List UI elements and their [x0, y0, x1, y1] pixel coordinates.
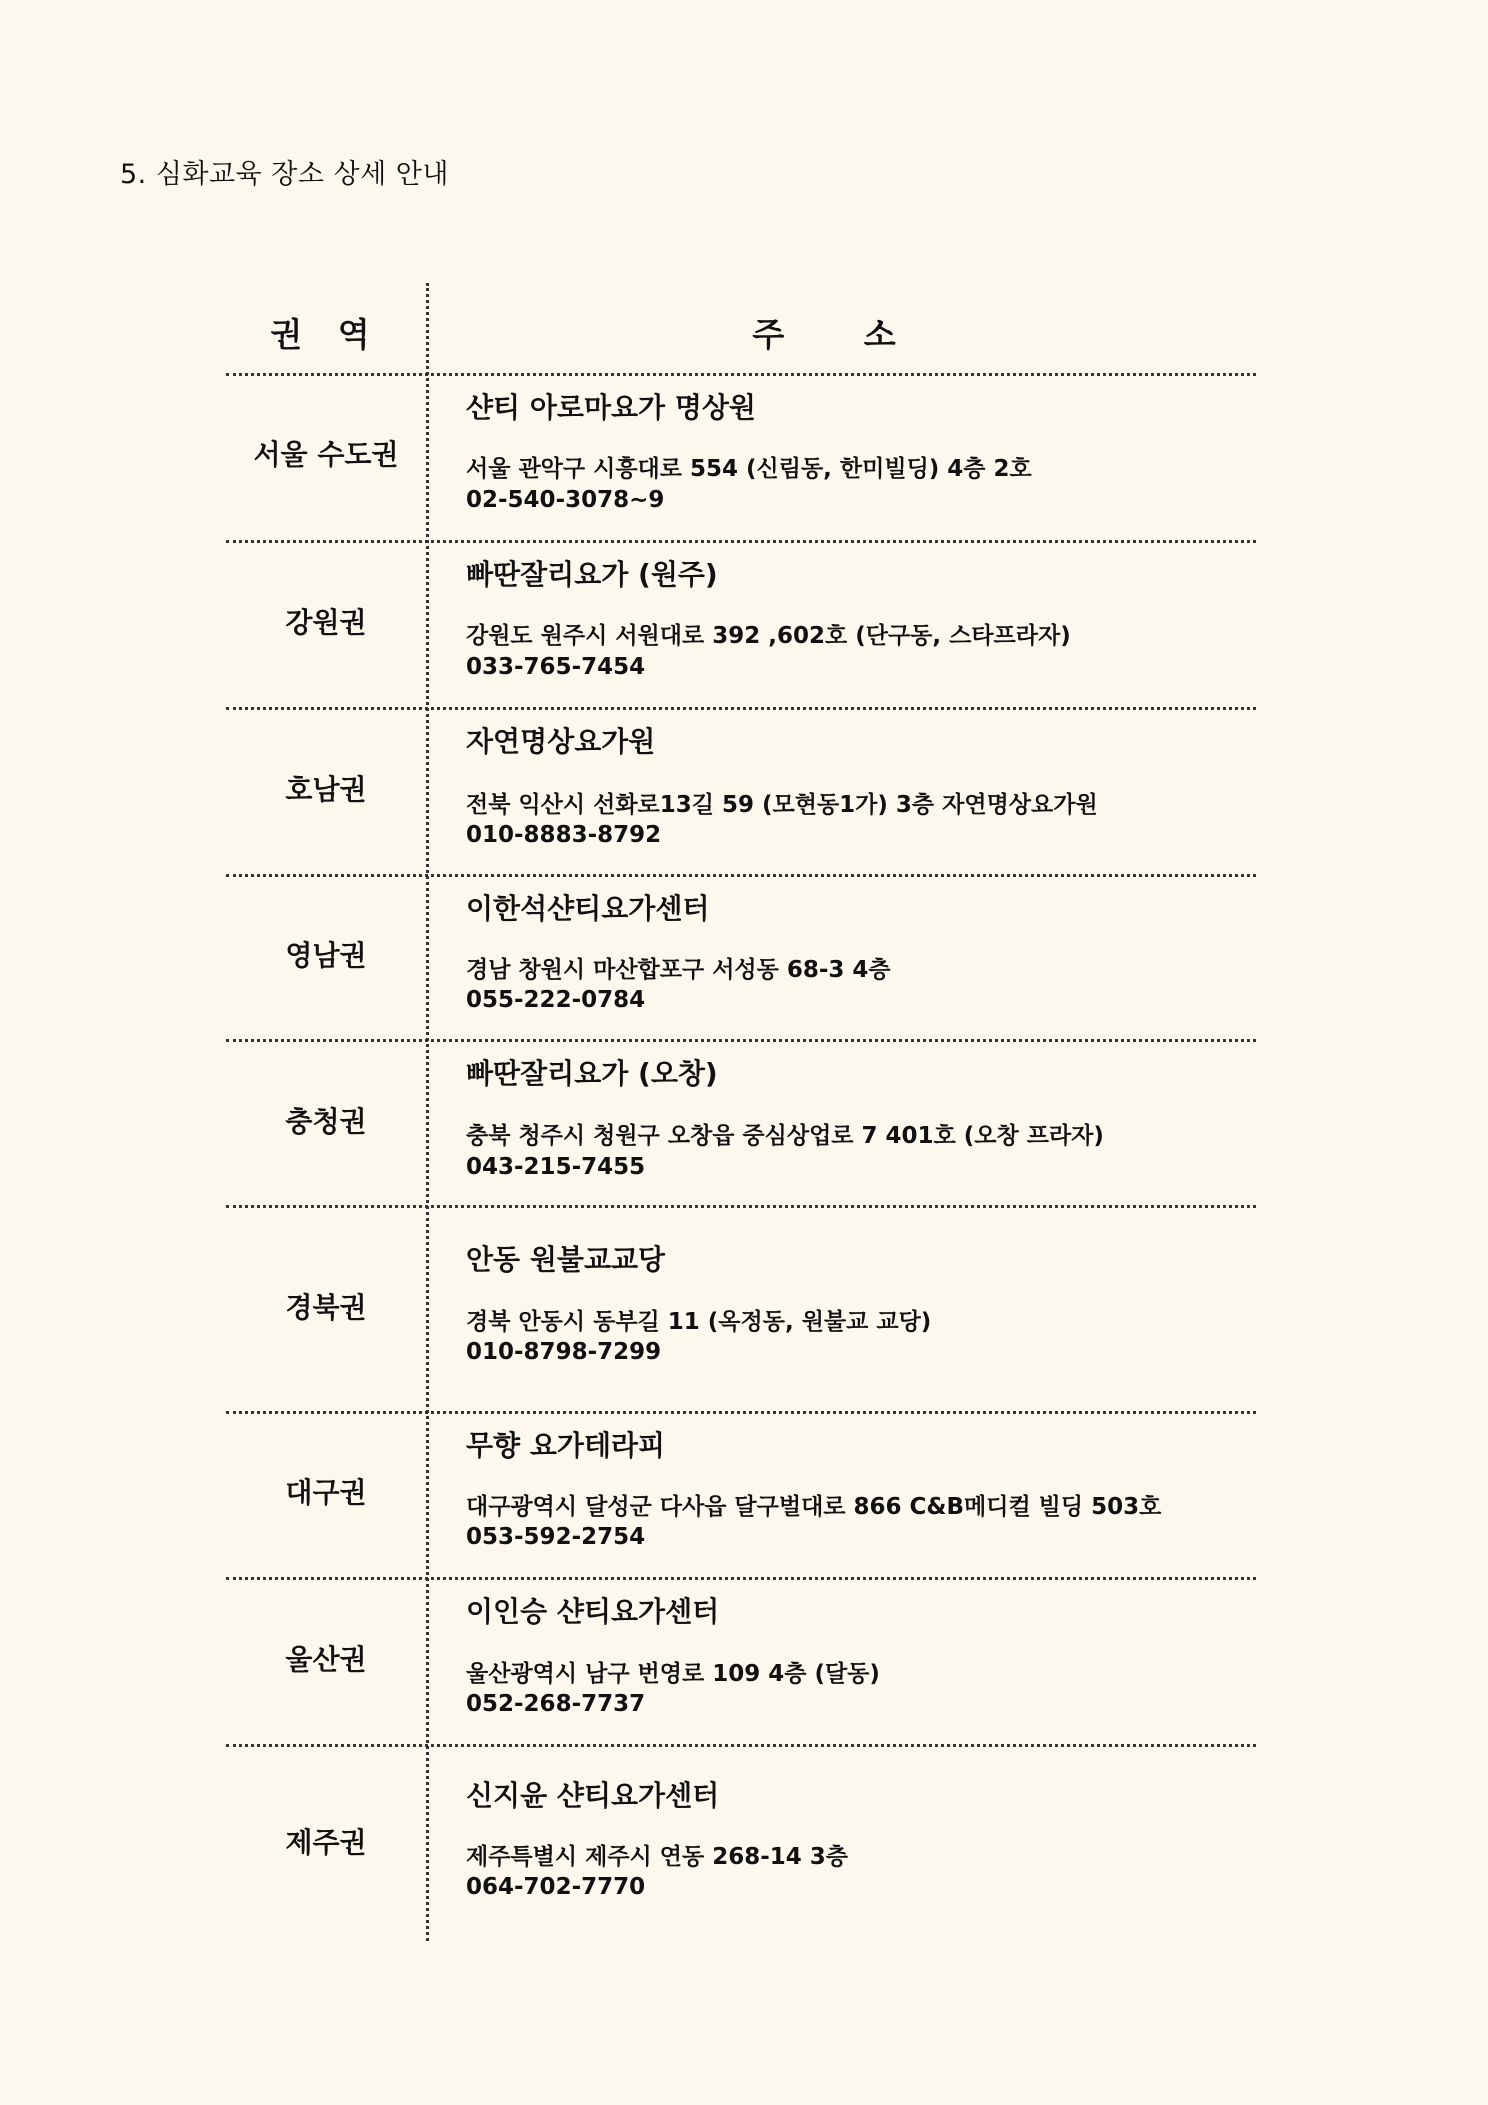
section-title: 5. 심화교육 장소 상세 안내 — [120, 159, 449, 190]
region-cell: 호남권 — [285, 773, 367, 806]
table-row — [226, 543, 1256, 707]
venue-address: 울산광역시 남구 번영로 109 4층 (달동) — [466, 1661, 880, 1687]
table-row — [226, 1208, 1256, 1411]
venue-address: 서울 관악구 시흥대로 554 (신림동, 한미빌딩) 4층 2호 — [466, 456, 1032, 482]
table-row — [226, 1414, 1256, 1577]
venue-address: 전북 익산시 선화로13길 59 (모현동1가) 3층 자연명상요가원 — [466, 792, 1098, 818]
table-header — [226, 283, 1256, 373]
venue-phone: 053-592-2754 — [466, 1524, 646, 1550]
venue-phone: 010-8883-8792 — [466, 822, 662, 848]
venue-address: 경남 창원시 마산합포구 서성동 68-3 4층 — [466, 957, 891, 983]
venue-name: 신지윤 샨티요가센터 — [466, 1779, 720, 1812]
venue-address: 강원도 원주시 서원대로 392 ,602호 (단구동, 스타프라자) — [466, 623, 1071, 649]
region-cell: 강원권 — [285, 606, 367, 639]
table-row — [226, 1747, 1256, 1941]
venue-phone: 033-765-7454 — [466, 654, 646, 680]
table-row — [226, 710, 1256, 874]
venue-name: 샨티 아로마요가 명상원 — [466, 391, 756, 424]
table-row — [226, 1042, 1256, 1205]
venue-name: 이인승 샨티요가센터 — [466, 1595, 720, 1628]
region-cell: 경북권 — [285, 1291, 367, 1324]
table-row — [226, 1580, 1256, 1744]
venue-address: 충북 청주시 청원구 오창읍 중심상업로 7 401호 (오창 프라자) — [466, 1123, 1104, 1149]
venue-name: 자연명상요가원 — [466, 725, 656, 758]
table-row — [226, 877, 1256, 1039]
venue-name: 빠딴잘리요가 (오창) — [466, 1057, 718, 1090]
venue-phone: 052-268-7737 — [466, 1691, 646, 1717]
venue-name: 이한석샨티요가센터 — [466, 892, 710, 925]
region-cell: 영남권 — [285, 939, 367, 972]
header-region: 권 역 — [270, 315, 382, 354]
region-cell: 대구권 — [285, 1476, 367, 1509]
venue-phone: 02-540-3078~9 — [466, 487, 665, 513]
venue-phone: 055-222-0784 — [466, 987, 646, 1013]
venue-phone: 064-702-7770 — [466, 1874, 646, 1900]
header-address: 주 소 — [752, 315, 930, 354]
venue-name: 무향 요가테라피 — [466, 1429, 666, 1462]
venue-address: 제주특별시 제주시 연동 268-14 3층 — [466, 1844, 848, 1870]
venue-address: 대구광역시 달성군 다사읍 달구벌대로 866 C&B메디컬 빌딩 503호 — [466, 1494, 1162, 1520]
venue-table — [226, 283, 1256, 1941]
venue-address: 경북 안동시 동부길 11 (옥정동, 원불교 교당) — [466, 1309, 932, 1335]
venue-name: 안동 원불교교당 — [466, 1243, 666, 1276]
venue-phone: 010-8798-7299 — [466, 1339, 662, 1365]
venue-name: 빠딴잘리요가 (원주) — [466, 558, 718, 591]
table-row — [226, 376, 1256, 540]
venue-phone: 043-215-7455 — [466, 1154, 646, 1180]
region-cell: 서울 수도권 — [253, 438, 399, 471]
region-cell: 울산권 — [285, 1643, 367, 1676]
region-cell: 충청권 — [285, 1105, 367, 1138]
region-cell: 제주권 — [285, 1826, 367, 1859]
